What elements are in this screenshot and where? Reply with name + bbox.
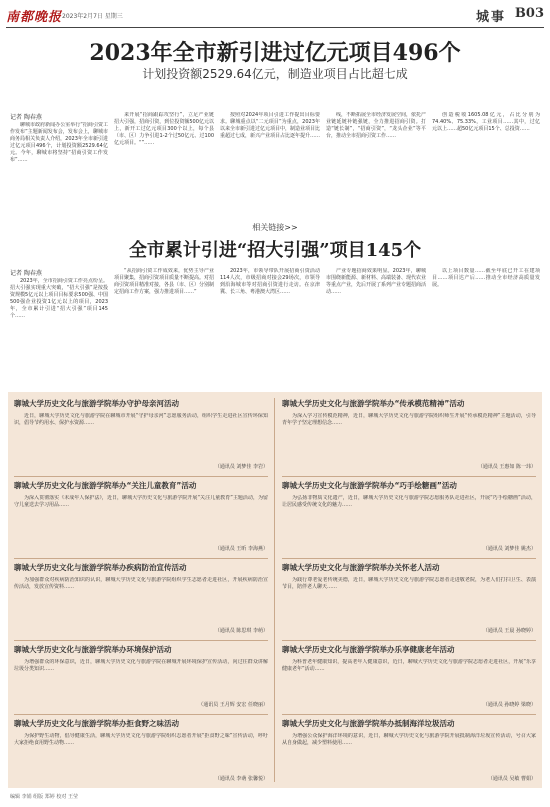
card-title: 聊城大学历史文化与旅游学院举办“关注儿童教育”活动	[14, 481, 197, 490]
panel-column-divider	[274, 398, 275, 782]
story2-column-4: 产业专题招商效果明显。2023年，聊城市围绕新能源、新材料、高端装备、现代农业等重点产业，先后开展了系列产业专题招商活动……	[326, 268, 426, 295]
story1-headline: 2023年全市新引进过亿元项目496个	[89, 40, 461, 66]
story2-column-2: “从招商引资工作成效来，优势主导产业项目聚集，招商引资项目质量不断提高。对招商引资项目精准对接，各县（市、区）分别制定招商工作方案，强力推进项目……”	[114, 268, 214, 295]
card-body: 为加强群众对疾病防治知识的认识，聊城大学历史文化与旅游学院组织学生志愿者走进社区，开展疾病防治宣传活动，发放宣传资料……	[14, 577, 268, 590]
card-title: 聊城大学历史文化与旅游学院举办环境保护活动	[14, 645, 172, 654]
news-card	[14, 718, 268, 784]
card-divider	[14, 640, 268, 641]
story1-column-4: 线，不断拓展全市经济发展空间，依托产业链延链补链强链，全力推进招商引资。打造“链长制”，“招商引资”，“龙头企业”等平台，推动全市招商引资工作……	[326, 112, 426, 139]
story1-column-2: 来开展“招商跟踪攻坚行”，立足产业链招大引强，招商引资，到位投资额500亿元以上，新开工过亿元项目300个以上，每个县（市、区）力争引进1-2个过50亿元、过100亿元项目。“”……	[114, 112, 214, 146]
card-credit: （通讯员 刘梦佳 姚杰）	[482, 546, 536, 552]
card-title: 聊城大学历史文化与旅游学院举办关怀老人活动	[282, 563, 440, 572]
news-card	[282, 480, 536, 554]
card-credit: （通讯员 王月辉 安宏 任晓丽）	[198, 702, 268, 708]
card-title: 聊城大学历史文化与旅游学院举办抵制海洋垃圾活动	[282, 719, 455, 728]
card-body: 为保护野生动物，倡导健康生活，聊城大学历史文化与旅游学院组织志愿者开展“拒食野之味”宣传活动，呼吁大家拒绝食用野生动物……	[14, 733, 268, 746]
masthead	[6, 6, 544, 26]
card-title: 聊城大学历史文化与旅游学院举办乐享健康老年活动	[282, 645, 455, 654]
card-credit: （通讯员 王惠如 陈一玮）	[477, 464, 536, 470]
card-body: 为增强公众保护海洋环境的意识，近日，聊城大学历史文化与旅游学院开展抵制海洋垃圾宣传活动，号召大家从自身做起，减少塑料使用……	[282, 733, 536, 746]
news-card	[14, 562, 268, 636]
story2-kicker: 相关链接>>	[252, 223, 298, 232]
story2-headline: 全市累计引进“招大引强”项目145个	[128, 240, 422, 261]
card-credit: （通讯员 吴敏 曹娟）	[487, 776, 536, 782]
card-credit: （通讯员 刘梦佳 李岩）	[214, 464, 268, 470]
story2-column-3: 2023年，市领导带队开展招商引资活动114人次，市级招商对接会29场次，市领导到沿海城市等对招商引资进行走访。在京津冀、长三角、粤港澳大湾区……	[220, 268, 320, 295]
story1-byline: 记者 陶春燕	[10, 114, 42, 121]
news-card	[14, 644, 268, 710]
card-divider	[14, 476, 268, 477]
card-body: 为深入学习宣传模范精神，近日，聊城大学历史文化与旅游学院组织师生开展“传承模范精神”主题活动，引导青年学子坚定理想信念……	[282, 413, 536, 426]
story2-byline: 记者 陶春燕	[10, 270, 42, 277]
news-card	[14, 398, 268, 472]
news-card	[14, 480, 268, 554]
story1-column-1: 聊城市政府新闻办公室举行“招商引资工作发布”主题新闻发布会，发布会上，聊城市商务局相关负责人介绍，2023年全市新引进过亿元项目496个，计划投资额2529.64亿元。今年，聊城市将坚持“招商引资工作发布”……	[10, 122, 108, 163]
section-name: 城事	[475, 10, 506, 25]
news-card	[282, 562, 536, 636]
header-rule	[6, 27, 544, 28]
card-body: 为深入贯彻落实《未成年人保护法》，近日，聊城大学历史文化与旅游学院开展“关注儿童教育”主题活动，为留守儿童送去学习用品……	[14, 495, 268, 508]
card-title: 聊城大学历史文化与旅游学院举办疾病防治宣传活动	[14, 563, 187, 572]
campus-news-panel	[8, 392, 542, 788]
story1-subhead: 计划投资额2529.64亿元，制造业项目占比超七成	[142, 67, 408, 81]
card-divider	[282, 476, 536, 477]
card-title: 聊城大学历史文化与旅游学院举办“传承模范精神”活动	[282, 399, 465, 408]
card-title: 聊城大学历史文化与旅游学院举办拒食野之味活动	[14, 719, 179, 728]
card-divider	[14, 714, 268, 715]
card-divider	[14, 558, 268, 559]
card-divider	[282, 714, 536, 715]
dateline: 2023年2月7日 星期三	[62, 13, 123, 20]
card-divider	[282, 558, 536, 559]
news-card	[282, 718, 536, 784]
card-credit: （通讯员 陈思琪 李萌）	[214, 628, 268, 634]
card-divider	[282, 640, 536, 641]
card-body: 为科普老年健康知识，提高老年人健康意识，近日，聊城大学历史文化与旅游学院志愿者走进社区，开展“乐享健康老年”活动……	[282, 659, 536, 672]
card-body: 为增强群众的环保意识，近日，聊城大学历史文化与旅游学院在聊城开展环境保护宣传活动，向过往群众讲解垃圾分类知识……	[14, 659, 268, 672]
news-card	[282, 644, 536, 710]
story1-column-5: 创造税收1605.08亿元，占比分别为74.40%、75.33%，工业项目……其中，过亿元以上……超50亿元项目15个、总投资……	[432, 112, 540, 132]
card-body: 为弘扬非物质文化遗产，近日，聊城大学历史文化与旅游学院志愿服务队走进社区，开展“巧手绘糖画”活动，让居民感受传统文化的魅力……	[282, 495, 536, 508]
card-title: 聊城大学历史文化与旅游学院举办守护母亲河活动	[14, 399, 179, 408]
card-credit: （通讯员 王晨 孙晓婷）	[482, 628, 536, 634]
newspaper-logo: 南都晚报	[6, 10, 63, 25]
card-title: 聊城大学历史文化与旅游学院举办“巧手绘糖画”活动	[282, 481, 457, 490]
page-footer: 编辑 李娟 组版 郑婷 校对 王莹	[10, 794, 78, 800]
news-card	[282, 398, 536, 472]
story1-column-3: 按照对2024年项目引进工作提出目标要求。聊城重点以“二元项目”为重点，2023年以来全市新引进过亿元项目中，制造业项目比重超过七成，新兴产业项目占比逐年提升……	[220, 112, 320, 139]
page-number: B03	[514, 6, 544, 21]
story2-column-1: 2023年，全市招商引资工作亮点纷呈。招大引强实现重大突破，“招大引强”是按投资规模5亿元以上项目目标要求500强、中国500强企业投资1亿元以上的项目，2023年，全市累计引进“招大引强”项目145个……	[10, 278, 108, 319]
card-credit: （通讯员 王昕 李海燕）	[214, 546, 268, 552]
card-body: 近日，聊城大学历史文化与旅游学院在聊城市开展“守护母亲河”志愿服务活动，组织学生走进社区宣传环保知识，倡导节约用水、保护水资源……	[14, 413, 268, 426]
card-body: 为践行尊老爱老传统美德，近日，聊城大学历史文化与旅游学院志愿者走进敬老院，为老人们打扫卫生、表演节目，陪伴老人聊天……	[282, 577, 536, 590]
card-credit: （通讯员 孙晓婷 梁晓）	[482, 702, 536, 708]
story2-column-5: 以上项目数量……截至年底已开工在建项目……项目达产后……推动全市经济高质量发展。	[432, 268, 540, 288]
card-credit: （通讯员 李萌 张馨悦）	[214, 776, 268, 782]
